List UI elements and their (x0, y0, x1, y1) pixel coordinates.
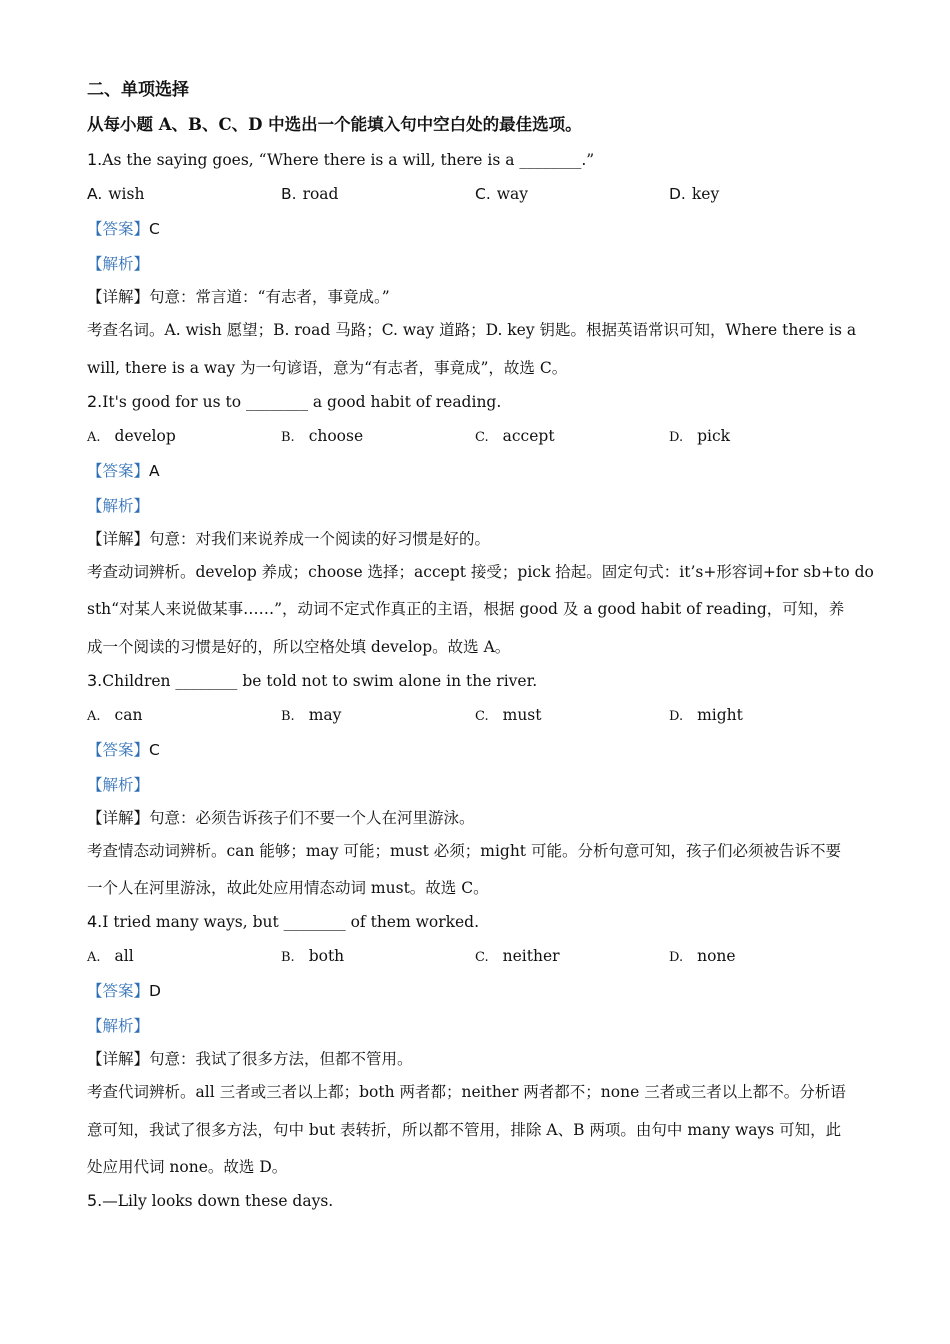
option-a: A. develop (87, 427, 176, 445)
question-3-answer: 【答案】C (87, 741, 160, 759)
question-1-explain-line: will, there is a way 为一句谚语，意为“有志者，事竟成”，故选 C。 (87, 359, 568, 377)
question-text: As the saying goes, “Where there is a will, there is a ________.” (102, 151, 595, 169)
option-c: C. way (475, 185, 529, 203)
question-4-stem: 4.I tried many ways, but ________ of them worked. (87, 912, 480, 931)
question-2-detail: 【详解】句意：对我们来说养成一个阅读的好习惯是好的。 (87, 530, 491, 548)
option-a: A. can (87, 706, 143, 724)
option-a: A. all (87, 947, 134, 965)
question-2-explain-line: sth“对某人来说做某事……”，动词不定式作真正的主语，根据 good 及 a good habit of reading，可知，养 (87, 600, 845, 618)
question-5-stem: 5.—Lily looks down these days. (87, 1191, 334, 1210)
question-number: 1. (87, 150, 103, 169)
question-4-analysis-label: 【解析】 (87, 1017, 150, 1035)
question-3-options (87, 706, 867, 728)
option-c: C. accept (475, 427, 555, 445)
option-c: C. neither (475, 947, 560, 965)
option-b: B. road (281, 185, 339, 203)
question-2-explain-line: 考查动词辨析。develop 养成；choose 选择；accept 接受；pick 拾起。固定句式：it’s+形容词+for sb+to do (87, 563, 874, 581)
question-1-explain-line: 考查名词。A. wish 愿望；B. road 马路；C. way 道路；D. key 钥匙。根据英语常识可知，Where there is a (87, 321, 857, 339)
option-d: D. none (669, 947, 736, 965)
question-4-explain-line: 意可知，我试了很多方法，句中 but 表转折，所以都不管用，排除 A、B 两项。由句中 many ways 可知，此 (87, 1121, 842, 1139)
question-1-options (87, 185, 867, 207)
option-b: B. choose (281, 427, 364, 445)
question-1-detail: 【详解】句意：常言道：“有志者，事竟成。” (87, 288, 390, 306)
section-title: 二、单项选择 (87, 80, 189, 100)
option-b: B. may (281, 706, 342, 724)
question-4-detail: 【详解】句意：我试了很多方法，但都不管用。 (87, 1050, 413, 1068)
question-2-answer: 【答案】A (87, 462, 160, 480)
option-d: D. key (669, 185, 720, 203)
question-3-detail: 【详解】句意：必须告诉孩子们不要一个人在河里游泳。 (87, 809, 475, 827)
question-3-analysis-label: 【解析】 (87, 776, 150, 794)
question-2-options (87, 427, 867, 449)
question-4-explain-line: 考查代词辨析。all 三者或三者以上都；both 两者都；neither 两者都不；none 三者或三者以上都不。分析语 (87, 1083, 846, 1101)
option-c: C. must (475, 706, 542, 724)
question-1-stem (87, 150, 594, 170)
question-3-explain-line: 考查情态动词辨析。can 能够；may 可能；must 必须；might 可能。分析句意可知，孩子们必须被告诉不要 (87, 842, 841, 860)
question-4-explain-line: 处应用代词 none。故选 D。 (87, 1158, 288, 1176)
option-d: D. pick (669, 427, 731, 445)
question-2-explain-line: 成一个阅读的习惯是好的，所以空格处填 develop。故选 A。 (87, 638, 511, 656)
question-3-explain-line: 一个人在河里游泳，故此处应用情态动词 must。故选 C。 (87, 879, 489, 897)
question-4-answer: 【答案】D (87, 982, 161, 1000)
option-d: D. might (669, 706, 743, 724)
question-1-answer: 【答案】C (87, 220, 160, 238)
question-3-stem: 3.Children ________ be told not to swim alone in the river. (87, 671, 538, 690)
option-b: B. both (281, 947, 345, 965)
question-1-analysis-label: 【解析】 (87, 255, 150, 273)
option-a: A. wish (87, 185, 145, 203)
section-instruction: 从每小题 A、B、C、D 中选出一个能填入句中空白处的最佳选项。 (87, 115, 582, 134)
question-2-analysis-label: 【解析】 (87, 497, 150, 515)
question-4-options (87, 947, 867, 969)
question-2-stem: 2.It's good for us to ________ a good habit of reading. (87, 392, 502, 411)
